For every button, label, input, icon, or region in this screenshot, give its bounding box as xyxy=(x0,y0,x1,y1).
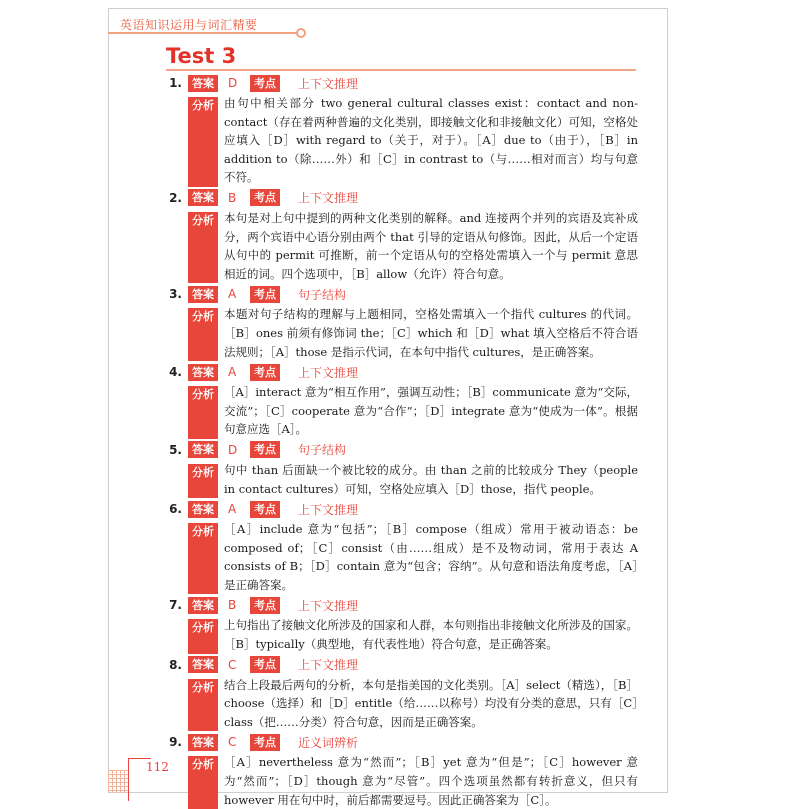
point-tag: 考点 xyxy=(250,734,280,751)
answer-row xyxy=(162,498,638,520)
title-rule xyxy=(166,69,636,71)
answer-row xyxy=(162,594,638,616)
answer-row xyxy=(162,654,638,676)
topic-label: 上下文推理 xyxy=(298,598,359,613)
item-number: 7. xyxy=(169,598,182,613)
page-number: 112 xyxy=(146,760,169,774)
answer-letter: C xyxy=(228,735,237,750)
answer-tag: 答案 xyxy=(188,441,218,458)
analysis-text: 由句中相关部分 two general cultural classes exist：contact and non-contact（存在着两种普遍的文化类别，即接触文化和非接触文化）可知，空格处应填入［D］with regard to（关于，对于）。［A］due to（由于），［B］in addition to（除……外）和［C］in contrast to（与……相对而言）均与句意不符。 xyxy=(224,96,638,185)
analysis-row xyxy=(162,94,638,187)
answer-row xyxy=(162,361,638,383)
point-tag: 考点 xyxy=(250,286,280,303)
analysis-row xyxy=(162,209,638,283)
analysis-tag: 分析 xyxy=(188,308,218,361)
analysis-text: 本题对句子结构的理解与上题相同，空格处需填入一个指代 cultures 的代词。［B］ones 前须有修饰词 the；［C］which 和［D］what 填入空格后不符合语法规则；［A］those 是指示代词，在本句中指代 cultures，是正确答案。 xyxy=(224,307,638,359)
answer-letter: A xyxy=(228,287,237,302)
answer-row xyxy=(162,283,638,305)
point-tag: 考点 xyxy=(250,501,280,518)
answer-item xyxy=(162,283,638,361)
answer-tag: 答案 xyxy=(188,501,218,518)
analysis-tag: 分析 xyxy=(188,619,218,653)
answer-item xyxy=(162,72,638,187)
item-number: 8. xyxy=(169,657,182,672)
point-tag: 考点 xyxy=(250,441,280,458)
item-number: 9. xyxy=(169,735,182,750)
item-number: 5. xyxy=(169,442,182,457)
analysis-text: ［A］include 意为“包括”；［B］compose（组成）常用于被动语态：be composed of；［C］consist（由……组成）是不及物动词，常用于表达 A consists of B；［D］contain 意为“包含；容纳”。从句意和语法角度考虑，［A］是正确答案。 xyxy=(224,522,638,592)
analysis-text: 上句指出了接触文化所涉及的国家和人群，本句则指出非接触文化所涉及的国家。［B］typically（典型地，有代表性地）符合句意，是正确答案。 xyxy=(224,618,638,652)
answer-item xyxy=(162,654,638,732)
analysis-text: 句中 than 后面缺一个被比较的成分。由 than 之前的比较成分 They（people in contact cultures）可知，空格处应填入［D］those，指代 people。 xyxy=(224,462,638,496)
answer-tag: 答案 xyxy=(188,656,218,673)
item-number: 4. xyxy=(169,365,182,380)
answer-tag: 答案 xyxy=(188,364,218,381)
analysis-row xyxy=(162,305,638,361)
topic-label: 上下文推理 xyxy=(298,365,359,380)
analysis-tag: 分析 xyxy=(188,679,218,732)
answer-row xyxy=(162,731,638,753)
answer-letter: B xyxy=(228,190,237,205)
topic-label: 上下文推理 xyxy=(298,76,359,91)
topic-label: 上下文推理 xyxy=(298,658,359,673)
answer-letter: C xyxy=(228,657,237,672)
point-tag: 考点 xyxy=(250,364,280,381)
answer-letter: B xyxy=(228,598,237,613)
point-tag: 考点 xyxy=(250,75,280,92)
analysis-row xyxy=(162,616,638,653)
topic-label: 近义词辨析 xyxy=(298,735,359,750)
answer-letter: D xyxy=(228,442,238,457)
analysis-tag: 分析 xyxy=(188,756,218,809)
analysis-row xyxy=(162,520,638,594)
answer-item xyxy=(162,594,638,653)
answer-letter: D xyxy=(228,76,238,90)
analysis-tag: 分析 xyxy=(188,212,218,283)
answer-letter: A xyxy=(228,365,237,380)
answer-item xyxy=(162,439,638,498)
point-tag: 考点 xyxy=(250,597,280,614)
analysis-text: ［A］nevertheless 意为“然而”；［B］yet 意为“但是”；［C］however 意为“然而”；［D］though 意为“尽管”。四个选项虽然都有转折意义，但只有 however 用在句中时，前后都需要逗号。因此正确答案为［C］。 xyxy=(224,755,638,807)
corner-grid-decoration xyxy=(108,770,128,793)
topic-label: 上下文推理 xyxy=(298,191,359,206)
answer-tag: 答案 xyxy=(188,286,218,303)
analysis-tag: 分析 xyxy=(188,97,218,187)
analysis-tag: 分析 xyxy=(188,464,218,498)
answer-item xyxy=(162,731,638,809)
item-number: 3. xyxy=(169,287,182,302)
analysis-tag: 分析 xyxy=(188,386,218,439)
topic-label: 上下文推理 xyxy=(298,502,359,517)
answer-item xyxy=(162,498,638,594)
analysis-text: 结合上段最后两句的分析，本句是指美国的文化类别。［A］select（精选），［B］choose（选择）和［D］entitle（给……以称号）均没有分类的意思，只有［C］class（把……分类）符合句意，因而是正确答案。 xyxy=(224,677,638,729)
answer-tag: 答案 xyxy=(188,189,218,206)
test-title: Test 3 xyxy=(166,44,237,68)
analysis-row xyxy=(162,461,638,498)
item-number: 1. xyxy=(169,76,182,90)
item-number: 2. xyxy=(169,190,182,205)
answer-letter: A xyxy=(228,502,237,517)
answer-item xyxy=(162,361,638,439)
answer-row xyxy=(162,72,638,94)
point-tag: 考点 xyxy=(250,189,280,206)
analysis-row xyxy=(162,383,638,439)
running-header: 英语知识运用与词汇精要 xyxy=(120,18,258,32)
header-ornament xyxy=(296,28,306,38)
item-number: 6. xyxy=(169,502,182,517)
point-tag: 考点 xyxy=(250,656,280,673)
analysis-row xyxy=(162,676,638,732)
answer-tag: 答案 xyxy=(188,597,218,614)
answer-list xyxy=(162,72,638,809)
analysis-text: ［A］interact 意为“相互作用”，强调互动性；［B］communicate 意为“交际，交流”；［C］cooperate 意为“合作”；［D］integrate 意为“使成为一体”。根据句意应选［A］。 xyxy=(224,385,638,437)
answer-tag: 答案 xyxy=(188,734,218,751)
analysis-row xyxy=(162,753,638,809)
topic-label: 句子结构 xyxy=(298,287,347,302)
topic-label: 句子结构 xyxy=(298,443,347,458)
analysis-tag: 分析 xyxy=(188,523,218,594)
answer-item xyxy=(162,187,638,283)
answer-tag: 答案 xyxy=(188,75,218,92)
analysis-text: 本句是对上句中提到的两种文化类别的解释。and 连接两个并列的宾语及宾补成分，两个宾语中心语分别由两个 that 引导的定语从句修饰。因此，从后一个定语从句中的 permit 可推断，前一个定语从句的空格处需填入一个与 permit 意思相近的词。四个选项中，［B］allow（允许）符合句意。 xyxy=(224,210,638,281)
answer-row xyxy=(162,187,638,209)
answer-row xyxy=(162,439,638,461)
